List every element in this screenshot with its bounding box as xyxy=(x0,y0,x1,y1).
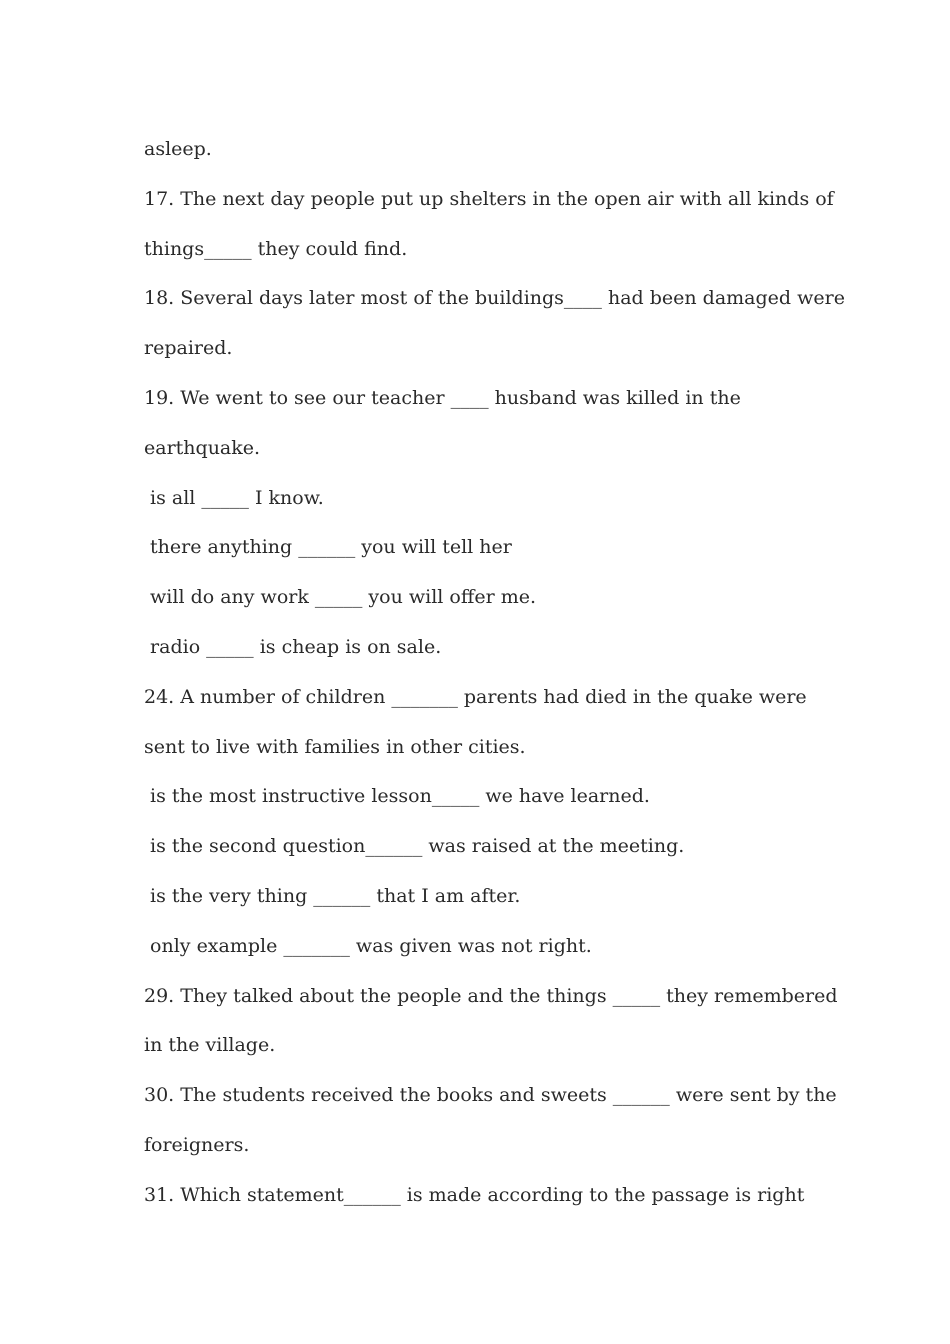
text-line: 24. A number of children _______ parents had died in the quake were xyxy=(144,685,807,708)
exercise-text-block xyxy=(144,125,845,1221)
text-line: only example _______ was given was not right. xyxy=(144,934,592,957)
text-line: asleep. xyxy=(144,138,212,160)
text-line: 18. Several days later most of the buildings____ had been damaged were xyxy=(144,287,845,310)
text-line: is the second question______ was raised at the meeting. xyxy=(144,835,685,858)
text-line: is all _____ I know. xyxy=(144,486,324,509)
text-line: 19. We went to see our teacher ____ husband was killed in the xyxy=(144,386,741,409)
text-line: 31. Which statement______ is made according to the passage is right xyxy=(144,1183,805,1206)
text-line: things_____ they could find. xyxy=(144,237,408,260)
text-line: earthquake. xyxy=(144,436,261,459)
text-line: there anything ______ you will tell her xyxy=(144,536,512,559)
text-line: will do any work _____ you will offer me. xyxy=(144,586,537,609)
text-line: repaired. xyxy=(144,337,233,360)
text-line: 17. The next day people put up shelters in the open air with all kinds of xyxy=(144,187,834,210)
text-line: 30. The students received the books and sweets ______ were sent by the xyxy=(144,1084,837,1107)
text-line: 29. They talked about the people and the things _____ they remembered xyxy=(144,984,838,1007)
text-line: radio _____ is cheap is on sale. xyxy=(144,635,442,658)
text-line: is the most instructive lesson_____ we have learned. xyxy=(144,785,650,808)
text-line: is the very thing ______ that I am after. xyxy=(144,884,521,907)
text-line: foreigners. xyxy=(144,1133,250,1156)
text-line: sent to live with families in other cities. xyxy=(144,735,526,758)
text-line: in the village. xyxy=(144,1034,276,1057)
